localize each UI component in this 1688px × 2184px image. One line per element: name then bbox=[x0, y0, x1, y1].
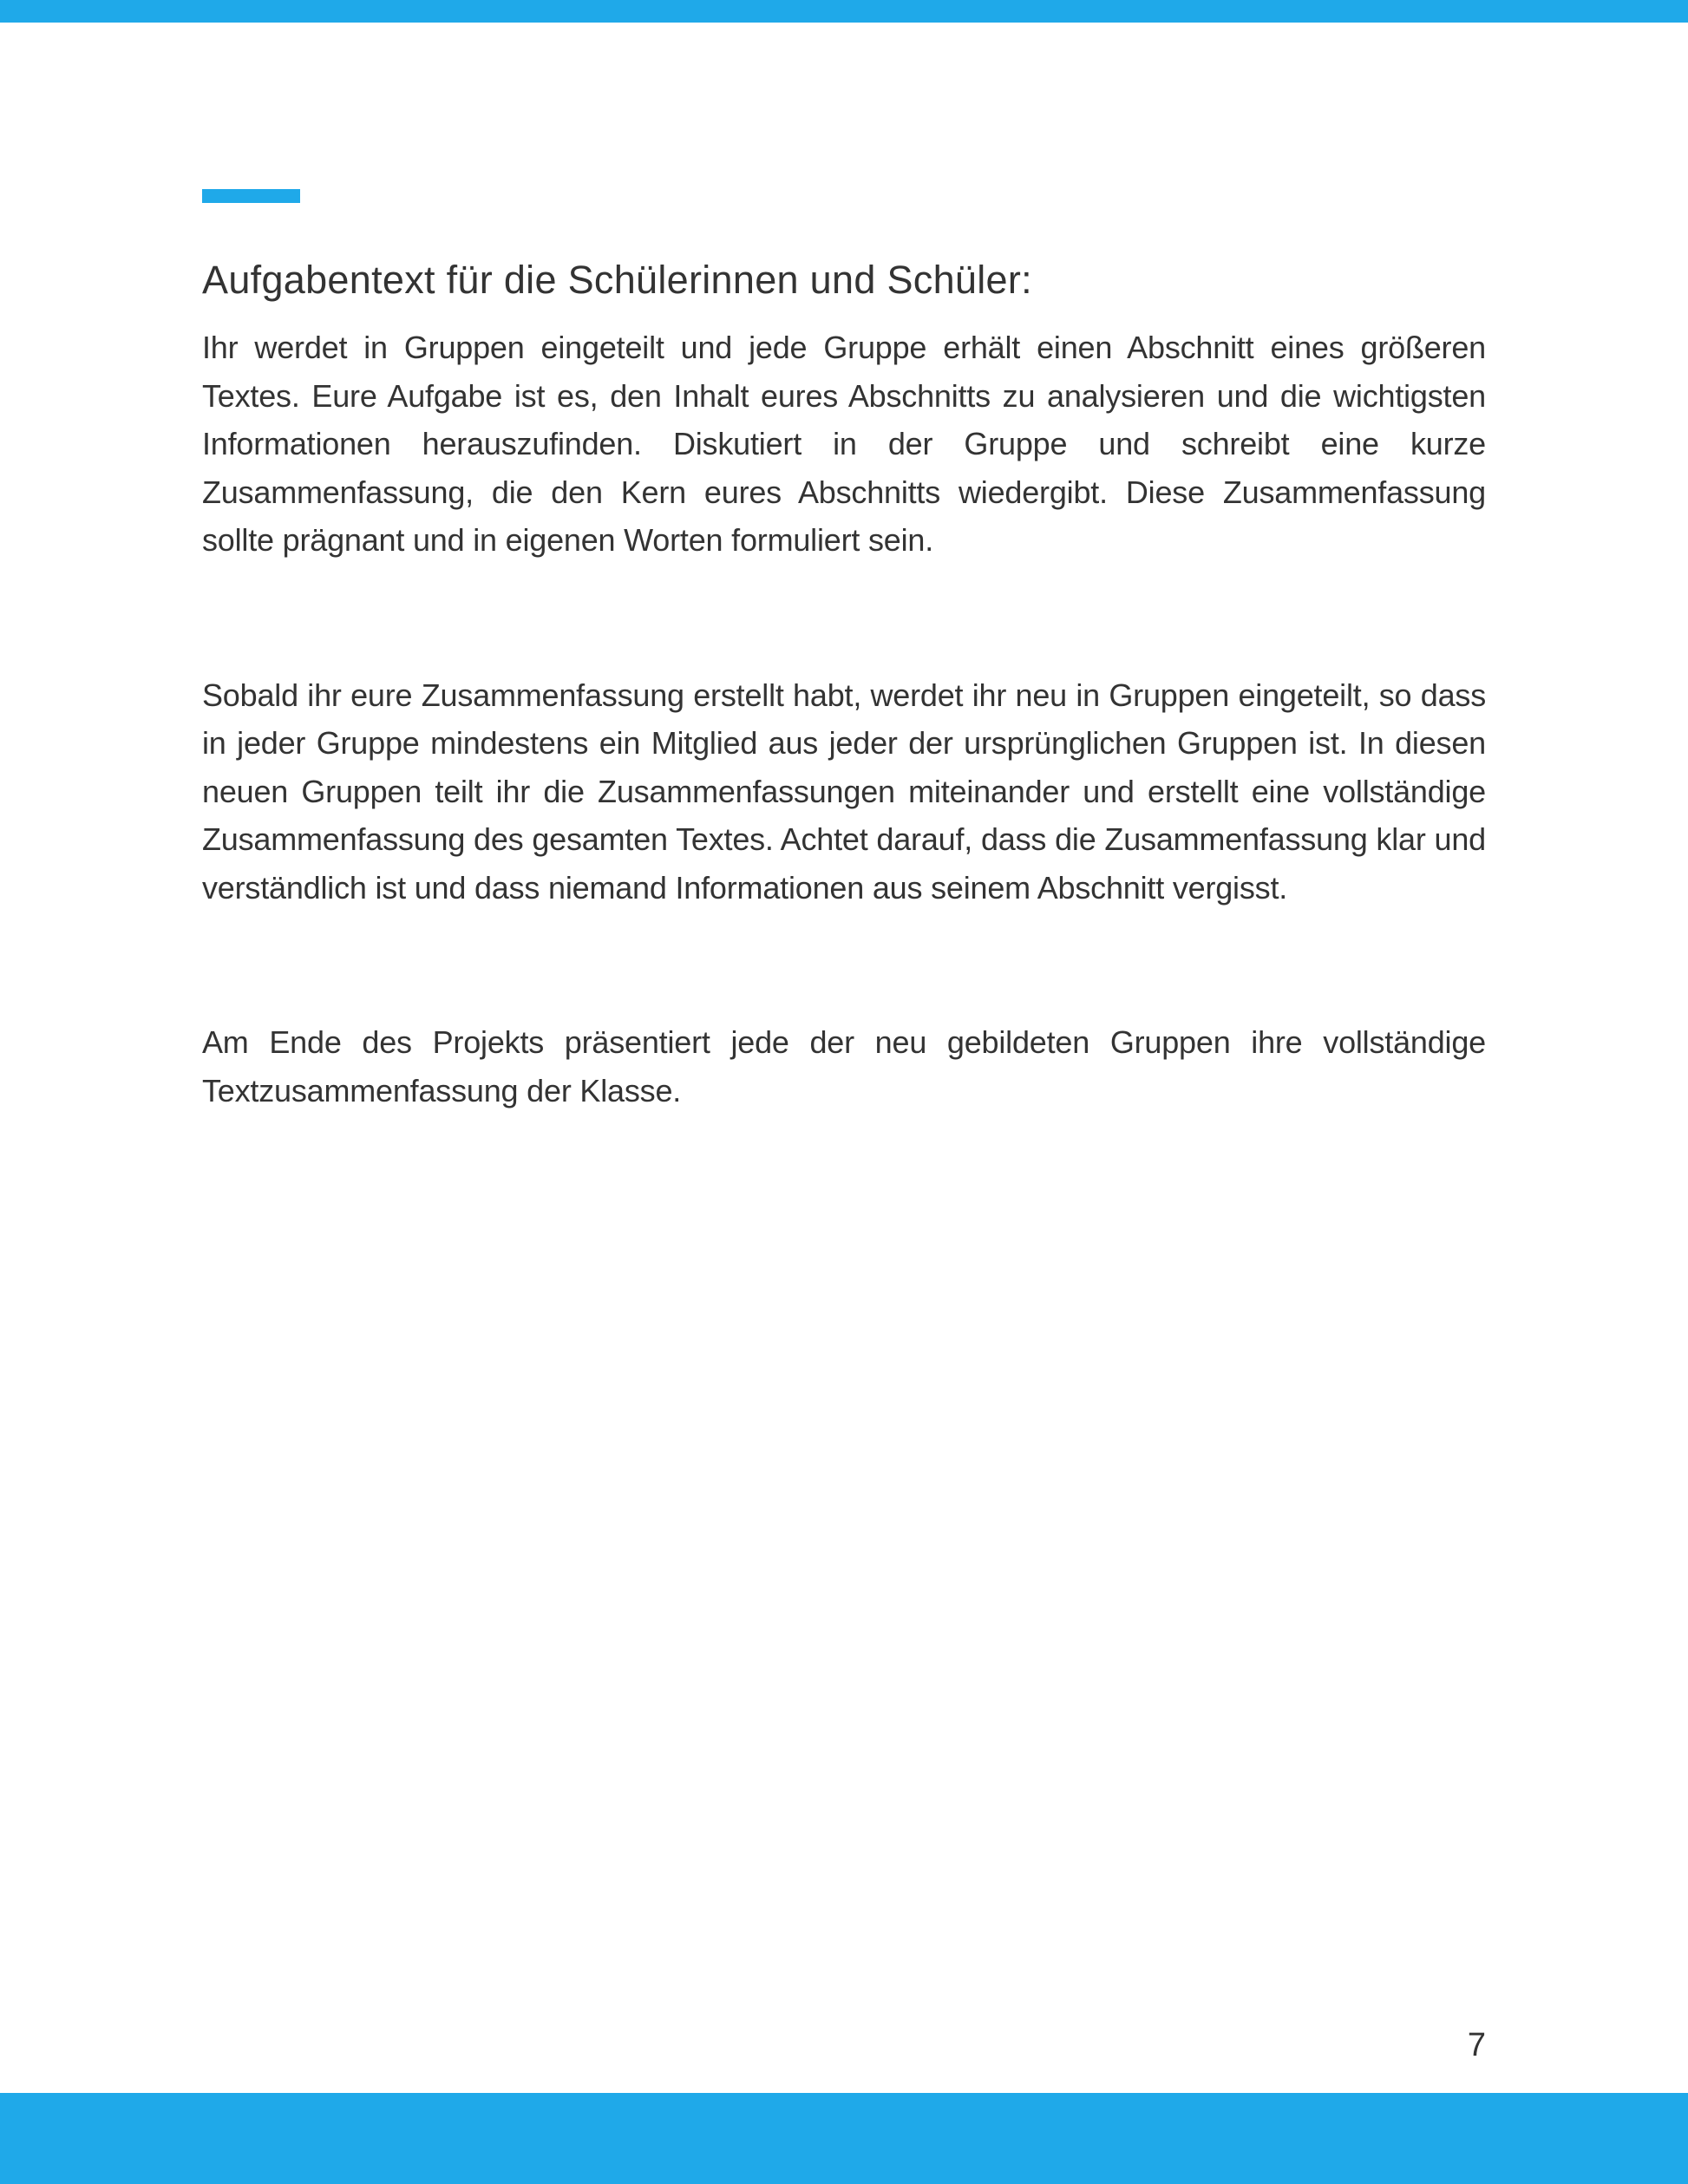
section-heading: Aufgabentext für die Schülerinnen und Schüler: bbox=[202, 258, 1032, 302]
page-content bbox=[202, 0, 1486, 1115]
bottom-accent-bar bbox=[0, 2093, 1688, 2184]
paragraph-presentation: Am Ende des Projekts präsentiert jede der neu gebildeten Gruppen ihre vollständige Textzusammenfassung der Klasse. bbox=[202, 1024, 1486, 1108]
section-accent-bar bbox=[202, 189, 300, 203]
paragraph-regrouping: Sobald ihr eure Zusammenfassung erstellt habt, werdet ihr neu in Gruppen eingeteilt, so dass in jeder Gruppe mindestens ein Mitglied aus jeder der ursprünglichen Gruppen ist. In diesen neuen Gruppen teilt ihr die Zusammenfassungen miteinander und erstellt eine vollständige Zusammenfassung des gesamten Textes. Achtet darauf, dass die Zusammenfassung klar und verständlich ist und dass niemand Informationen aus seinem Abschnitt vergisst. bbox=[202, 677, 1486, 906]
page-number: 7 bbox=[1467, 2027, 1486, 2063]
paragraph-task-intro: Ihr werdet in Gruppen eingeteilt und jede Gruppe erhält einen Abschnitt eines größeren Textes. Eure Aufgabe ist es, den Inhalt eures Abschnitts zu analysieren und die wichtigsten Informationen herauszufinden. Diskutiert in der Gruppe und schreibt eine kurze Zusammenfassung, die den Kern eures Abschnitts wiedergibt. Diese Zusammenfassung sollte prägnant und in eigenen Worten formuliert sein. bbox=[202, 330, 1486, 558]
